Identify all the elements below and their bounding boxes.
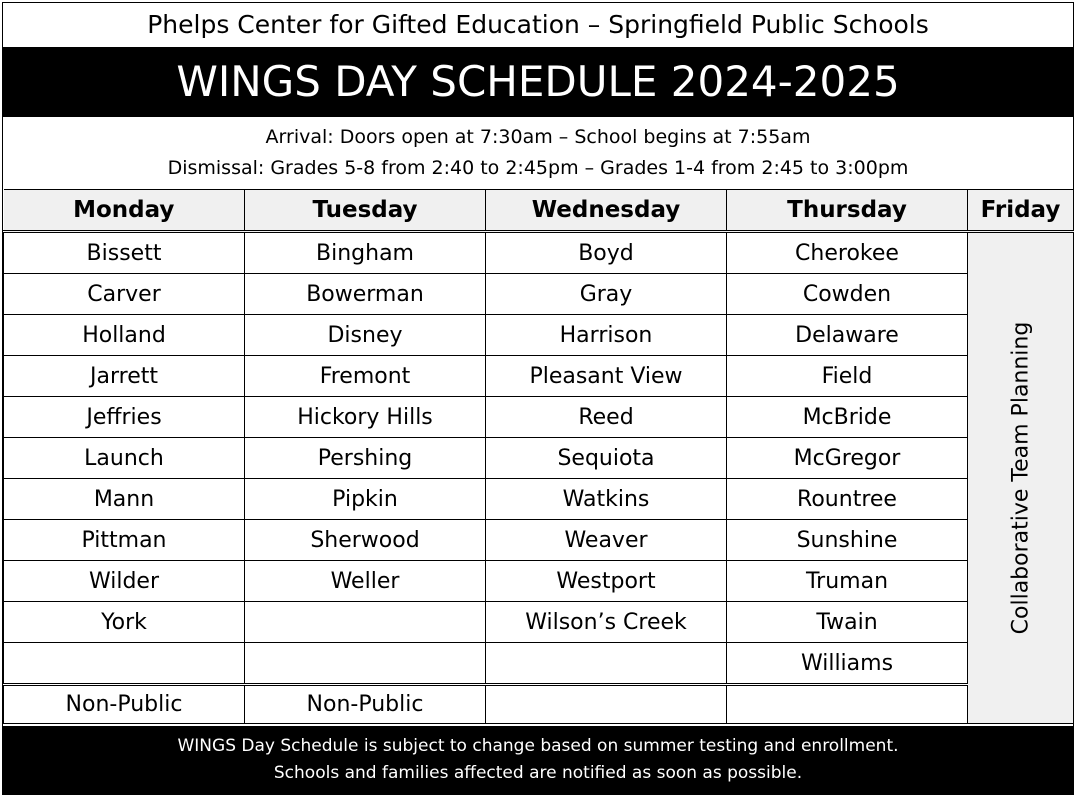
school-cell-thursday: Truman	[727, 561, 968, 602]
school-cell-tuesday: Bingham	[245, 232, 486, 274]
table-row	[4, 643, 1074, 685]
school-cell-tuesday: Weller	[245, 561, 486, 602]
table-row	[4, 561, 1074, 602]
school-cell-wednesday: Harrison	[486, 315, 727, 356]
table-row	[4, 479, 1074, 520]
table-row	[4, 315, 1074, 356]
school-cell-thursday: Rountree	[727, 479, 968, 520]
day-header-tuesday: Tuesday	[245, 190, 486, 232]
school-cell-thursday: Field	[727, 356, 968, 397]
school-cell-monday: York	[4, 602, 245, 643]
school-cell-thursday: Twain	[727, 602, 968, 643]
day-header-wednesday: Wednesday	[486, 190, 727, 232]
nonpublic-cell: Non-Public	[245, 685, 486, 724]
school-cell-monday: Holland	[4, 315, 245, 356]
day-header-friday: Friday	[968, 190, 1074, 232]
school-cell-thursday: Williams	[727, 643, 968, 685]
footer-line-1: WINGS Day Schedule is subject to change based on summer testing and enrollment.	[177, 736, 899, 756]
school-cell-tuesday	[245, 602, 486, 643]
school-cell-tuesday: Bowerman	[245, 274, 486, 315]
footer-note	[3, 726, 1073, 794]
school-cell-thursday: Delaware	[727, 315, 968, 356]
day-header-monday: Monday	[4, 190, 245, 232]
table-row	[4, 520, 1074, 561]
schedule-sheet	[2, 2, 1074, 795]
dismissal-text: Dismissal: Grades 5-8 from 2:40 to 2:45pm – Grades 1-4 from 2:45 to 3:00pm	[167, 157, 909, 179]
school-cell-wednesday: Watkins	[486, 479, 727, 520]
nonpublic-row	[4, 685, 1074, 724]
school-cell-tuesday: Pershing	[245, 438, 486, 479]
table-row	[4, 274, 1074, 315]
day-header-row	[4, 190, 1074, 232]
school-cell-thursday: McGregor	[727, 438, 968, 479]
school-cell-wednesday: Reed	[486, 397, 727, 438]
school-cell-monday	[4, 643, 245, 685]
school-cell-wednesday: Boyd	[486, 232, 727, 274]
footer-line-2: Schools and families affected are notified as soon as possible.	[273, 763, 803, 783]
organization-heading: Phelps Center for Gifted Education – Springfield Public Schools	[147, 10, 929, 39]
table-row	[4, 602, 1074, 643]
nonpublic-cell	[486, 685, 727, 724]
school-cell-wednesday	[486, 643, 727, 685]
times-block	[3, 117, 1073, 189]
nonpublic-cell: Non-Public	[4, 685, 245, 724]
arrival-text: Arrival: Doors open at 7:30am – School begins at 7:55am	[265, 126, 811, 148]
school-cell-wednesday: Pleasant View	[486, 356, 727, 397]
school-cell-thursday: McBride	[727, 397, 968, 438]
school-cell-tuesday: Hickory Hills	[245, 397, 486, 438]
school-cell-thursday: Cherokee	[727, 232, 968, 274]
table-row	[4, 397, 1074, 438]
school-cell-wednesday: Westport	[486, 561, 727, 602]
school-cell-tuesday: Sherwood	[245, 520, 486, 561]
school-cell-thursday: Sunshine	[727, 520, 968, 561]
school-cell-wednesday: Weaver	[486, 520, 727, 561]
school-cell-wednesday: Wilson’s Creek	[486, 602, 727, 643]
school-cell-wednesday: Gray	[486, 274, 727, 315]
school-cell-tuesday: Pipkin	[245, 479, 486, 520]
table-row	[4, 232, 1074, 274]
school-cell-monday: Carver	[4, 274, 245, 315]
school-cell-wednesday: Sequiota	[486, 438, 727, 479]
school-cell-monday: Wilder	[4, 561, 245, 602]
school-cell-tuesday: Disney	[245, 315, 486, 356]
friday-planning-label: Collaborative Team Planning	[1008, 321, 1033, 635]
page-title: WINGS DAY SCHEDULE 2024-2025	[3, 47, 1073, 117]
school-cell-monday: Jeffries	[4, 397, 245, 438]
school-cell-tuesday: Fremont	[245, 356, 486, 397]
school-cell-thursday: Cowden	[727, 274, 968, 315]
day-header-thursday: Thursday	[727, 190, 968, 232]
school-cell-monday: Bissett	[4, 232, 245, 274]
school-cell-monday: Jarrett	[4, 356, 245, 397]
school-cell-monday: Launch	[4, 438, 245, 479]
table-row	[4, 356, 1074, 397]
table-row	[4, 438, 1074, 479]
school-cell-monday: Mann	[4, 479, 245, 520]
school-cell-tuesday	[245, 643, 486, 685]
school-cell-monday: Pittman	[4, 520, 245, 561]
friday-cell	[968, 232, 1074, 724]
nonpublic-cell	[727, 685, 968, 724]
schedule-table	[3, 189, 1074, 724]
